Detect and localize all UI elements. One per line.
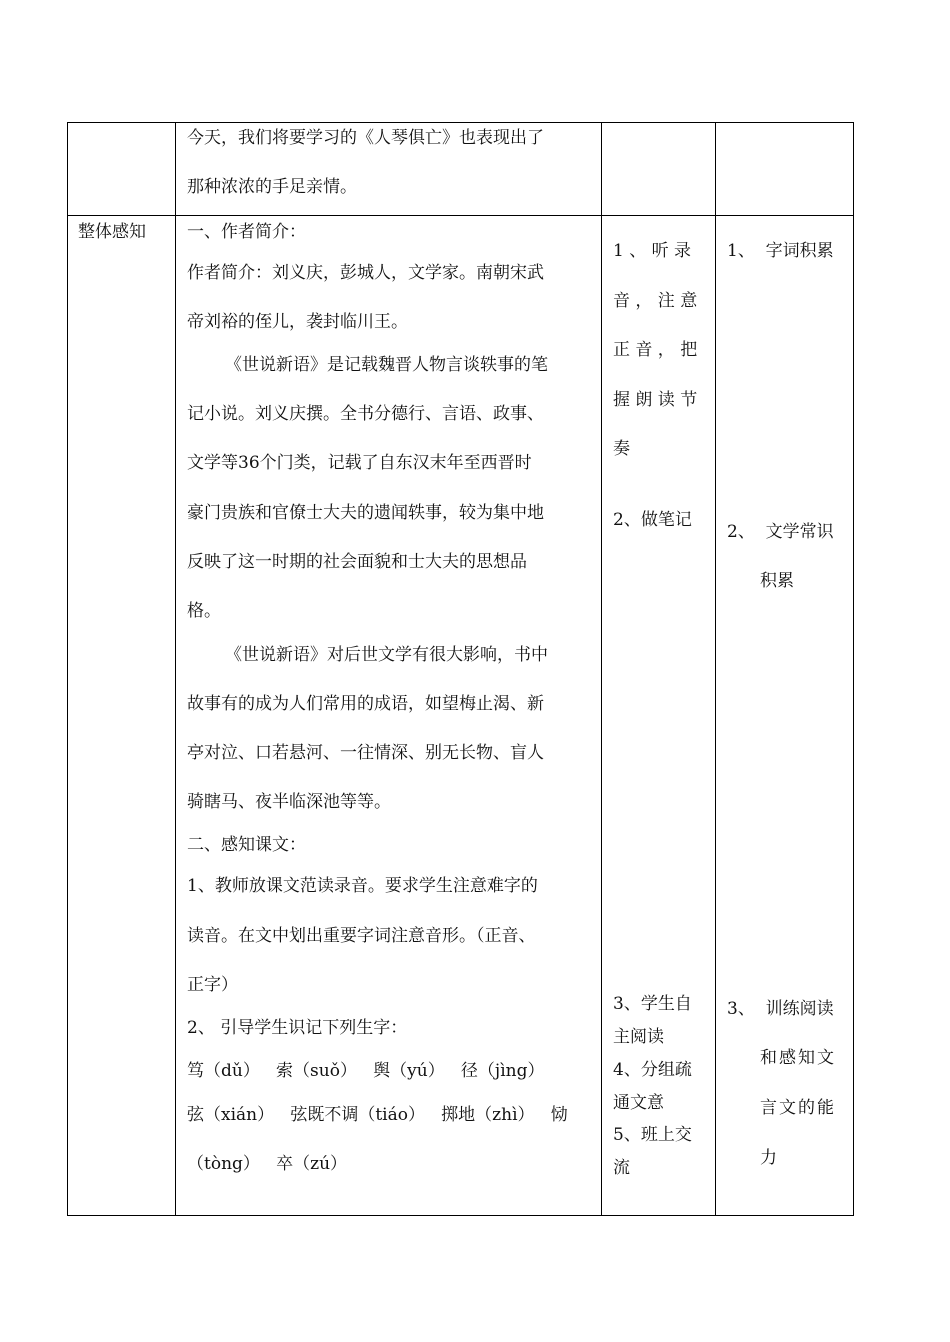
table-border-left <box>67 122 68 1216</box>
content-line: 1、教师放课文范读录音。要求学生注意难字的 <box>187 876 538 896</box>
table-border-right <box>853 122 854 1216</box>
pinyin-line: （tòng） 卒（zú） <box>187 1154 348 1174</box>
content-line: 帝刘裕的侄儿，袭封临川王。 <box>187 312 408 332</box>
content-line: 《世说新语》对后世文学有很大影响，书中 <box>225 645 548 665</box>
content-line: 格。 <box>187 601 221 621</box>
table-border-top <box>67 122 854 123</box>
student-activity-line: 正 音 ， 把 <box>613 340 698 360</box>
pinyin-line: 弦（xián） 弦既不调（tiáo） 掷地（zhì） 恸 <box>187 1105 568 1125</box>
content-line: 一、作者简介： <box>187 222 306 242</box>
column-divider-1 <box>175 122 176 1216</box>
content-line: 故事有的成为人们常用的成语，如望梅止渴、新 <box>187 694 544 714</box>
content-line: 亭对泣、口若悬河、一往情深、别无长物、盲人 <box>187 743 544 763</box>
student-activity-line: 5、班上交 <box>613 1125 692 1145</box>
row1-content-line: 那种浓浓的手足亲情。 <box>187 177 357 197</box>
goal-line: 1、 字词积累 <box>727 241 834 261</box>
student-activity-line: 主阅读 <box>613 1027 664 1047</box>
column-divider-3 <box>715 122 716 1216</box>
pinyin-line: 笃（dǔ） 索（suǒ） 舆（yú） 径（jìng） <box>187 1061 545 1081</box>
section-label: 整体感知 <box>78 222 146 242</box>
content-line: 反映了这一时期的社会面貌和士大夫的思想品 <box>187 552 527 572</box>
content-line: 豪门贵族和官僚士大夫的遗闻轶事，较为集中地 <box>187 503 544 523</box>
student-activity-line: 4、分组疏 <box>613 1060 692 1080</box>
goal-line: 力 <box>760 1148 777 1168</box>
content-line: 记小说。刘义庆撰。全书分德行、言语、政事、 <box>187 404 544 424</box>
goal-line: 言文的能 <box>760 1098 836 1118</box>
row-divider <box>67 215 854 216</box>
student-activity-line: 音 ， 注 意 <box>613 291 698 311</box>
student-activity-line: 握 朗 读 节 <box>613 390 698 410</box>
content-line: 文学等36个门类，记载了自东汉末年至西晋时 <box>187 453 532 473</box>
student-activity-line: 2、做笔记 <box>613 510 692 530</box>
content-line: 二、感知课文： <box>187 835 306 855</box>
content-line: 《世说新语》是记载魏晋人物言谈轶事的笔 <box>225 355 548 375</box>
student-activity-line: 流 <box>613 1158 630 1178</box>
student-activity-line: 1 、 听 录 <box>613 241 692 261</box>
student-activity-line: 奏 <box>613 439 630 459</box>
content-line: 骑瞎马、夜半临深池等等。 <box>187 792 391 812</box>
goal-line: 3、 训练阅读 <box>727 999 834 1019</box>
column-divider-2 <box>601 122 602 1216</box>
row1-content-line: 今天，我们将要学习的《人琴俱亡》也表现出了 <box>187 128 544 148</box>
content-line: 2、 引导学生识记下列生字： <box>187 1018 408 1038</box>
content-line: 正字） <box>187 975 238 995</box>
student-activity-line: 3、学生自 <box>613 994 692 1014</box>
goal-line: 2、 文学常识 <box>727 522 834 542</box>
content-line: 读音。在文中划出重要字词注意音形。（正音、 <box>187 926 536 946</box>
table-border-bottom <box>67 1215 854 1216</box>
goal-line: 和感知文 <box>760 1048 836 1068</box>
goal-line: 积累 <box>760 571 794 591</box>
student-activity-line: 通文意 <box>613 1093 664 1113</box>
content-line: 作者简介：刘义庆，彭城人，文学家。南朝宋武 <box>187 263 544 283</box>
